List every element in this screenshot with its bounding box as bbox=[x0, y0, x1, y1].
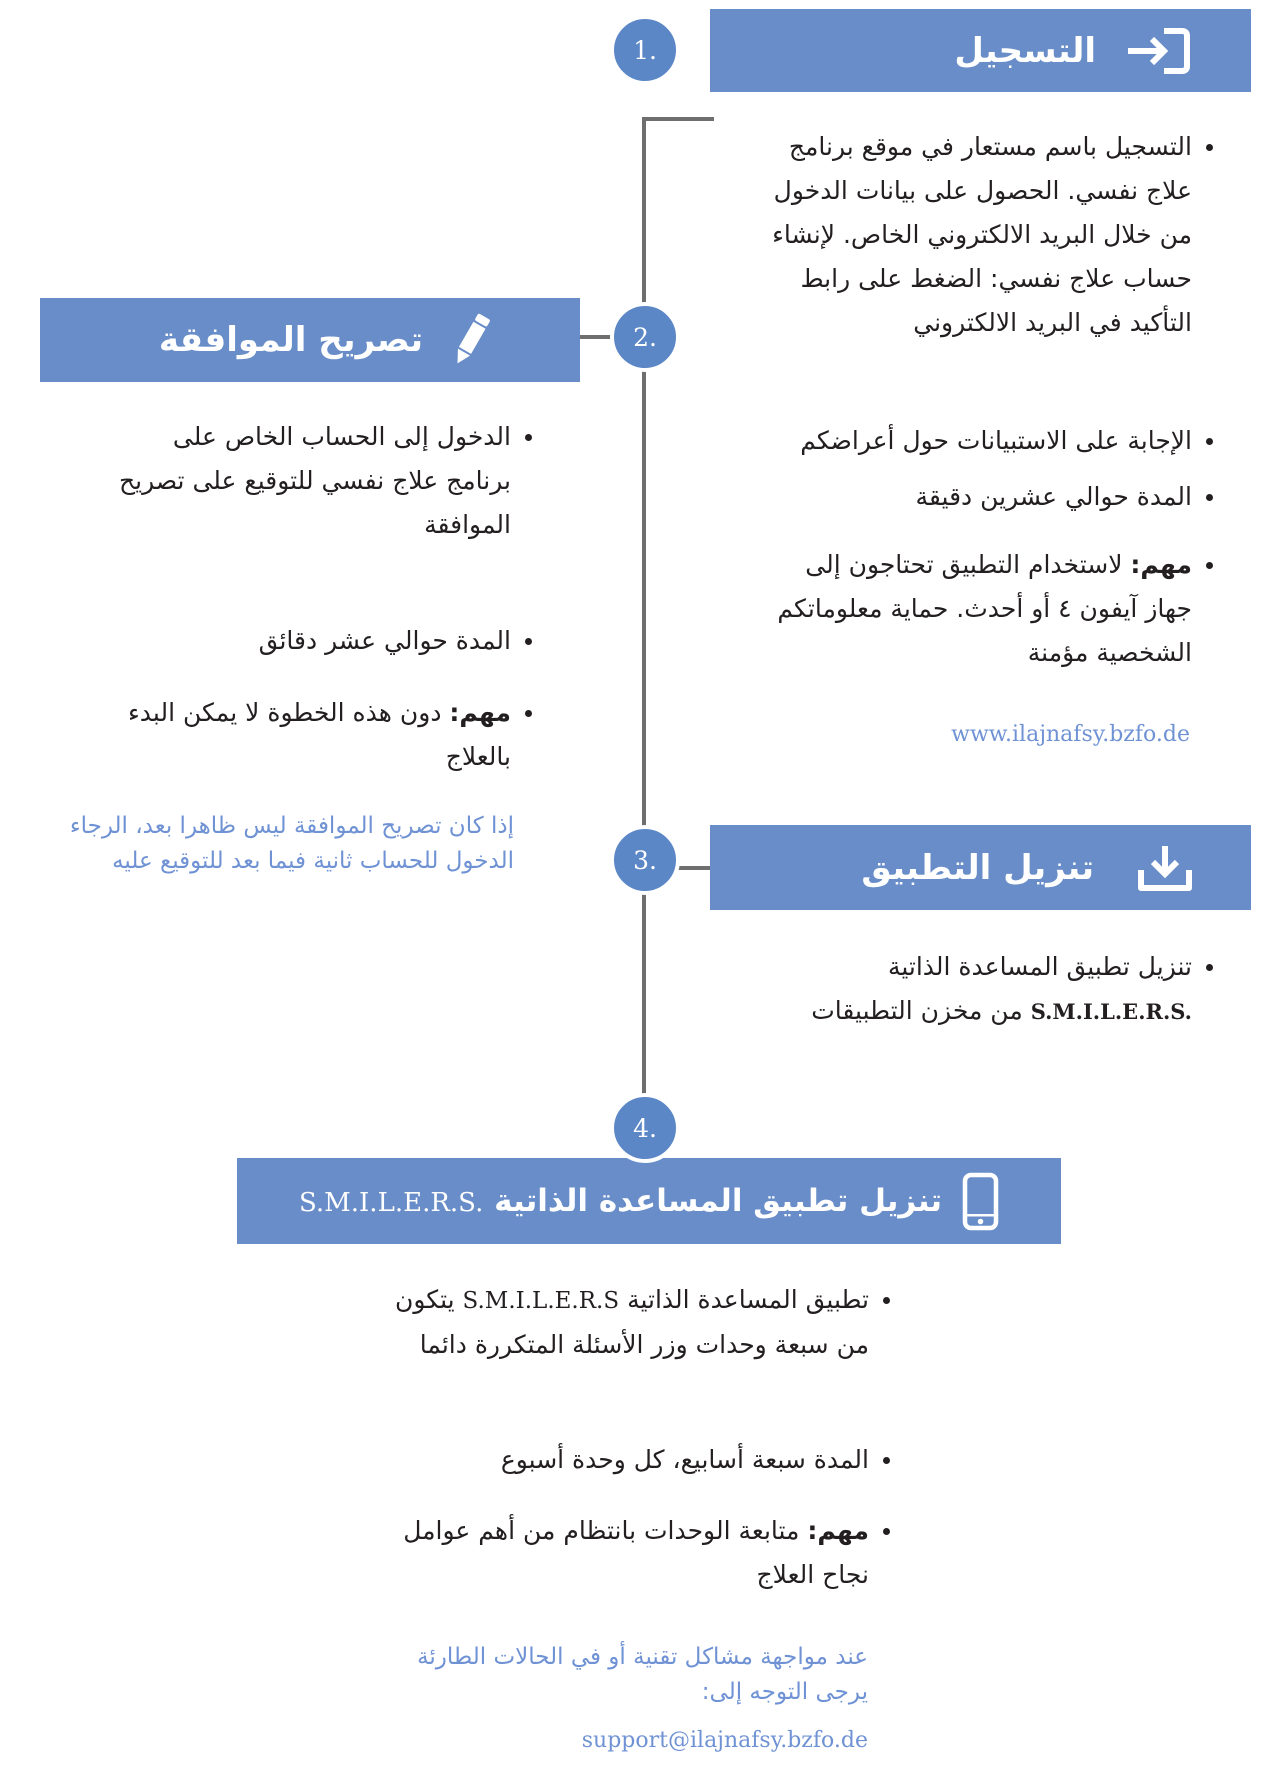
important-text: دون هذه الخطوة لا يمكن البدء بالعلاج bbox=[128, 698, 511, 771]
bullet-text: المدة سبعة أسابيع، كل وحدة أسبوع bbox=[500, 1445, 869, 1474]
important-label: مهم: bbox=[449, 698, 511, 727]
support-note: عند مواجهة مشاكل تقنية أو في الحالات الطارئة يرجى التوجه إلى: bbox=[417, 1644, 868, 1705]
bullet-icon bbox=[883, 1528, 890, 1535]
step-2-title: تصريح الموافقة bbox=[158, 320, 423, 360]
bullet-icon bbox=[1206, 562, 1213, 569]
timeline-top-connector bbox=[642, 117, 714, 121]
bullet-text: المدة حوالي عشرين دقيقة bbox=[915, 482, 1192, 511]
step-number: 2. bbox=[633, 322, 657, 352]
step-1-bullet-registration bbox=[758, 125, 1213, 345]
bullet-text: المدة حوالي عشر دقائق bbox=[258, 626, 511, 655]
step-2-header bbox=[40, 298, 580, 382]
bullet-text-suffix: يتكون من سبعة وحدات وزر الأسئلة المتكررة دائما bbox=[395, 1285, 869, 1359]
bullet-text bbox=[758, 543, 1192, 675]
bullet-text bbox=[368, 1509, 869, 1597]
step-number: 3. bbox=[633, 845, 657, 875]
step-1-number-badge bbox=[610, 15, 680, 85]
pencil-icon bbox=[451, 310, 491, 370]
smartphone-icon bbox=[962, 1172, 999, 1231]
step-2-bullet-login bbox=[110, 415, 532, 547]
step-4-bullet-important bbox=[368, 1509, 890, 1597]
step-2-bullet-duration bbox=[110, 619, 532, 663]
bullet-icon bbox=[1206, 144, 1213, 151]
bullet-icon bbox=[1206, 964, 1213, 971]
step-1-title: التسجيل bbox=[954, 30, 1096, 71]
timeline-connector-step-2 bbox=[578, 335, 614, 339]
bullet-icon bbox=[1206, 438, 1213, 445]
step-4-bullet-duration bbox=[368, 1438, 890, 1482]
timeline-vertical-line bbox=[642, 117, 646, 1097]
step-4-title-text: تنزيل تطبيق المساعدة الذاتية bbox=[494, 1182, 943, 1219]
bullet-text: التسجيل باسم مستعار في موقع برنامج علاج نفسي. الحصول على بيانات الدخول من خلال البريد الالكتروني الخاص. لإنشاء حساب علاج نفسي: الضغط على رابط التأكيد في البريد الالكتروني bbox=[772, 132, 1192, 337]
step-2-consent-note: إذا كان تصريح الموافقة ليس ظاهرا بعد، الرجاء الدخول للحساب ثانية فيما بعد للتوقيع عليه bbox=[69, 813, 514, 874]
support-email-link[interactable]: support@ilajnafsy.bzfo.de bbox=[581, 1728, 868, 1753]
important-label: مهم: bbox=[1130, 550, 1192, 579]
step-1-bullet-important bbox=[758, 543, 1213, 675]
bullet-icon bbox=[1206, 494, 1213, 501]
bullet-text bbox=[110, 691, 511, 779]
bullet-text: الإجابة على الاستبيانات حول أعراضكم bbox=[800, 426, 1192, 455]
step-4-title bbox=[299, 1182, 943, 1219]
bullet-text-prefix: تطبيق المساعدة الذاتية bbox=[627, 1285, 869, 1314]
step-1-bullet-questionnaires bbox=[758, 419, 1213, 463]
app-brand-name: S.M.I.L.E.R.S bbox=[462, 1288, 620, 1314]
step-2-number-badge bbox=[610, 302, 680, 372]
bullet-text bbox=[758, 945, 1192, 1034]
step-4-number-badge bbox=[610, 1093, 680, 1163]
step-3-bullet-download bbox=[758, 945, 1213, 1034]
step-3-title: تنزيل التطبيق bbox=[861, 847, 1094, 888]
step-4-bullet-app-description bbox=[368, 1278, 890, 1367]
bullet-icon bbox=[883, 1457, 890, 1464]
bullet-icon bbox=[525, 710, 532, 717]
bullet-text: الدخول إلى الحساب الخاص على برنامج علاج نفسي للتوقيع على تصريح الموافقة bbox=[118, 422, 511, 539]
bullet-text-suffix: من مخزن التطبيقات bbox=[811, 996, 1023, 1025]
step-3-number-badge bbox=[610, 825, 680, 895]
important-label: مهم: bbox=[807, 1516, 869, 1545]
bullet-icon bbox=[525, 638, 532, 645]
bullet-text-prefix: تنزيل تطبيق المساعدة الذاتية bbox=[887, 952, 1192, 981]
step-1-header bbox=[710, 9, 1251, 92]
important-text: لاستخدام التطبيق تحتاجون إلى جهاز آيفون ٤ أو أحدث. حماية معلوماتكم الشخصية مؤمنة bbox=[777, 550, 1192, 667]
login-icon bbox=[1124, 26, 1192, 76]
important-text: متابعة الوحدات بانتظام من أهم عوامل نجاح العلاج bbox=[403, 1516, 869, 1589]
bullet-text bbox=[368, 1278, 869, 1367]
step-4-header bbox=[237, 1158, 1061, 1244]
bullet-icon bbox=[883, 1297, 890, 1304]
step-1-bullet-duration bbox=[758, 475, 1213, 519]
timeline-connector-step-3 bbox=[676, 866, 712, 870]
website-link[interactable]: www.ilajnafsy.bzfo.de bbox=[951, 722, 1190, 747]
step-2-bullet-important bbox=[110, 691, 532, 779]
app-brand-name: S.M.I.L.E.R.S. bbox=[299, 1187, 484, 1218]
download-icon bbox=[1136, 843, 1194, 893]
app-brand-name: S.M.I.L.E.R.S. bbox=[1030, 999, 1192, 1024]
step-number: 4. bbox=[633, 1113, 657, 1143]
step-3-header bbox=[710, 825, 1251, 910]
bullet-icon bbox=[525, 434, 532, 441]
step-number: 1. bbox=[633, 35, 657, 65]
